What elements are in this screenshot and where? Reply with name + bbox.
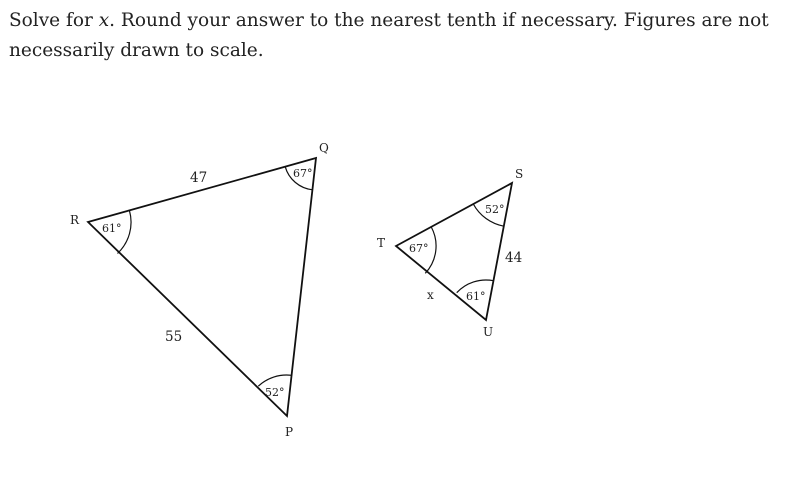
vertex-label-u: U <box>483 325 494 339</box>
vertex-label-s: S <box>515 167 524 181</box>
angle-label-t: 67° <box>409 242 429 255</box>
triangle-rqp <box>70 141 329 439</box>
vertex-label-r: R <box>70 213 80 227</box>
angle-label-r: 61° <box>102 222 122 235</box>
side-label-tu-x: x <box>427 288 434 302</box>
side-label-rq: 47 <box>190 170 208 186</box>
angle-label-p: 52° <box>265 386 285 399</box>
vertex-label-t: T <box>377 236 386 250</box>
side-label-rp: 55 <box>165 329 183 345</box>
side-label-su: 44 <box>505 250 523 266</box>
triangle-rqp-outline <box>88 158 316 416</box>
question-text-start: Solve for <box>9 10 99 31</box>
angle-arc-p <box>258 375 291 386</box>
question-text-end: . Round your answer to the nearest tenth if necessary. Figures are not necessarily drawn to scale. <box>9 10 769 61</box>
angle-label-q: 67° <box>293 167 313 180</box>
vertex-label-p: P <box>285 425 294 439</box>
triangle-tsu <box>377 167 523 339</box>
angle-label-s: 52° <box>485 203 505 216</box>
question-variable: x <box>98 10 110 31</box>
angle-label-u: 61° <box>466 290 486 303</box>
vertex-label-q: Q <box>319 141 329 155</box>
